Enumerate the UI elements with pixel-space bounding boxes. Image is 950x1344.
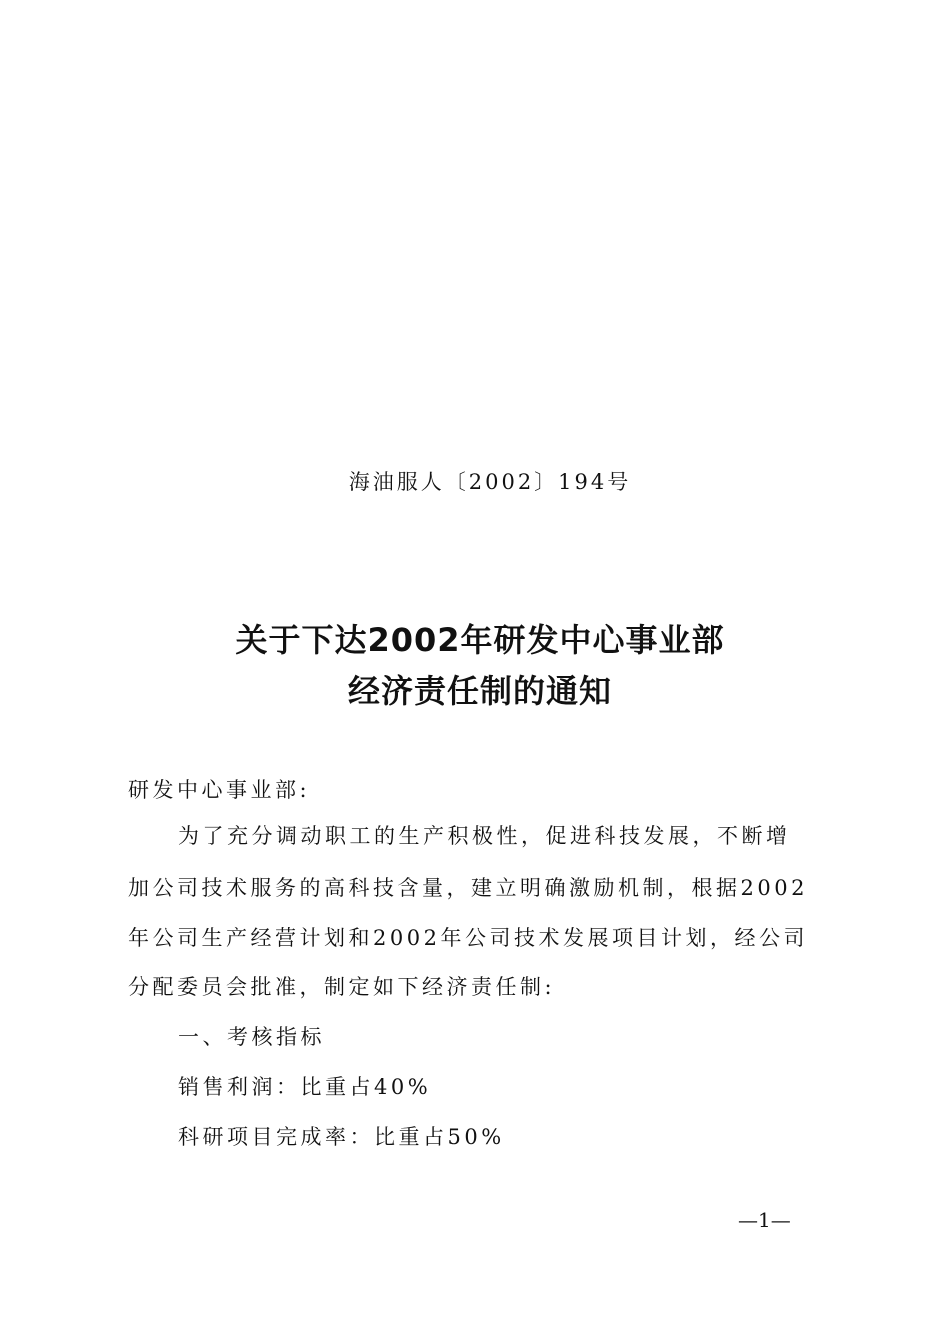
- paragraph-line-3: 年公司生产经营计划和2002年公司技术发展项目计划，经公司: [128, 926, 808, 950]
- document-number: 海油服人〔2002〕194号: [348, 470, 632, 494]
- document-title-line-1: 关于下达2002年研发中心事业部: [235, 621, 725, 659]
- list-item: 科研项目完成率：比重占50%: [178, 1125, 505, 1149]
- paragraph-line-4: 分配委员会批准，制定如下经济责任制:: [128, 975, 556, 999]
- page-number: —1—: [738, 1208, 791, 1232]
- list-item: 销售利润：比重占40%: [178, 1075, 432, 1099]
- salutation: 研发中心事业部:: [128, 778, 311, 802]
- paragraph-line-2: 加公司技术服务的高科技含量，建立明确激励机制，根据2002: [128, 876, 808, 900]
- paragraph-line-1: 为了充分调动职工的生产积极性，促进科技发展，不断增: [178, 824, 791, 848]
- document-title-line-2: 经济责任制的通知: [347, 672, 612, 710]
- section-heading: 一、考核指标: [178, 1025, 325, 1049]
